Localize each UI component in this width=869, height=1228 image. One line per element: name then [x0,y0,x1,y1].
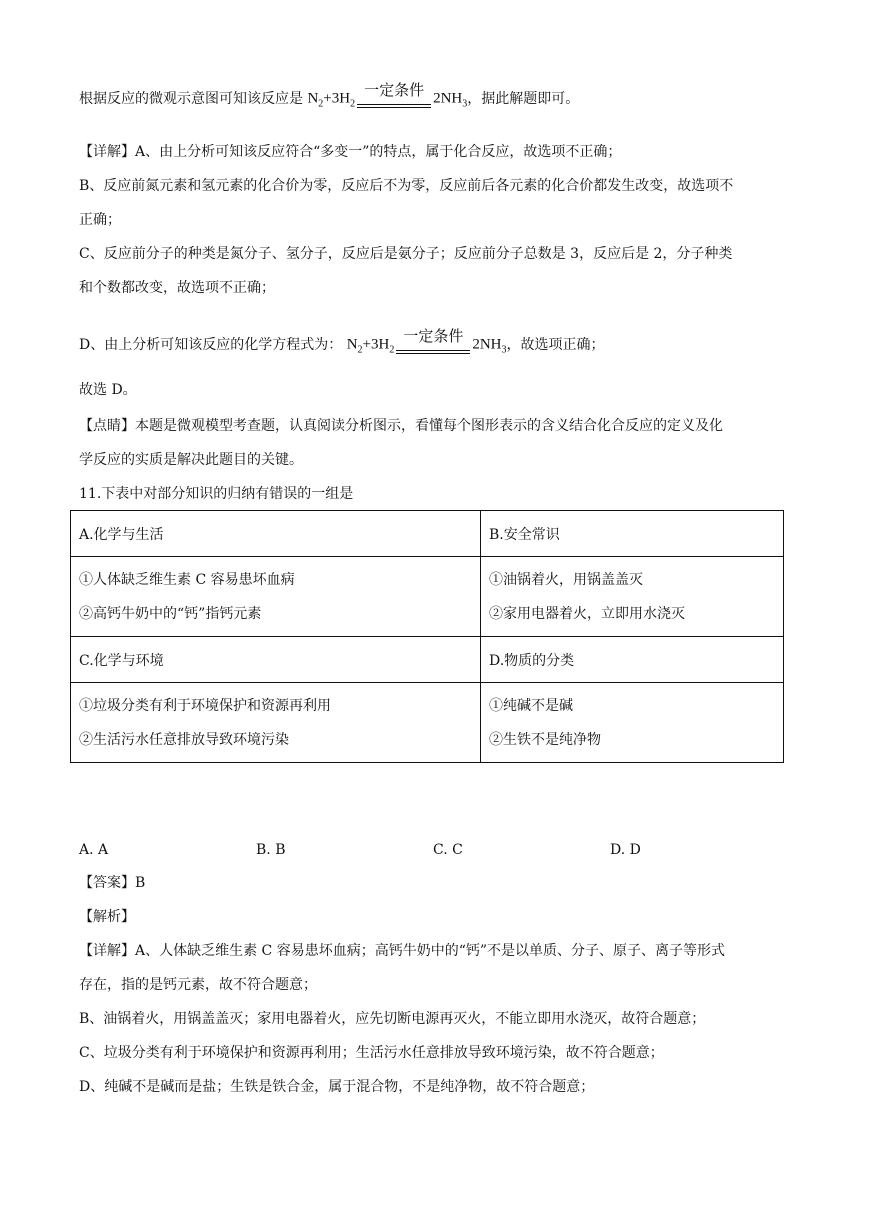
detail-c-line2: 和个数都改变，故选项不正确； [79,280,275,296]
answer-b: B、油锅着火，用锅盖盖灭；家用电器着火，应先切断电源再灭火，不能立即用水浇灭，故符合题意； [79,1011,706,1027]
answer-label: 【答案】B [79,875,146,891]
detail-b-line2: 正确； [79,212,121,228]
cell-a-body: ①人体缺乏维生素 C 容易患坏血病 ②高钙牛奶中的“钙”指钙元素 [71,557,481,637]
choose-line: 故选 D。 [79,382,137,398]
reaction-condition-2: 一定条件 [396,328,470,362]
option-d: D. D [610,842,641,858]
comment-line1: 【点睛】本题是微观模型考查题，认真阅读分析图示，看懂每个图形表示的含义结合化合反应的定义及化 [79,418,723,434]
cell-b-title: B.安全常识 [481,511,784,557]
intro-text: 根据反应的微观示意图可知该反应是 [79,91,308,107]
cell-c-body: ①垃圾分类有利于环境保护和资源再利用 ②生活污水任意排放导致环境污染 [71,683,481,763]
chemical-equation-2: $N_2+3H_2$ 一定条件 $2NH_3$ [347,328,507,362]
detail-d: D、由上分析可知该反应的化学方程式为： $N_2+3H_2$ 一定条件 $2NH_3$，故选项正确； [79,328,605,362]
knowledge-table [70,510,784,763]
answer-a-line2: 存在，指的是钙元素，故不符合题意； [79,977,317,993]
answer-d: D、纯碱不是碱而是盐；生铁是铁合金，属于混合物，不是纯净物，故不符合题意； [79,1079,595,1095]
question-stem: 11.下表中对部分知识的归纳有错误的一组是 [79,486,354,502]
option-b: B. B [256,842,286,858]
detail-c-line1: C、反应前分子的种类是氮分子、氢分子，反应后是氨分子；反应前分子总数是 3，反应后是 2，分子种类 [79,246,733,262]
cell-c-title: C.化学与环境 [71,637,481,683]
detail-a: 【详解】A、由上分析可知该反应符合“多变一”的特点，属于化合反应，故选项不正确； [79,144,622,160]
chemical-equation-1: $N_2+3H_2$ 一定条件 $2NH_3$ [307,82,467,116]
intro-line [79,82,579,116]
answer-a-line1: 【详解】A、人体缺乏维生素 C 容易患坏血病；高钙牛奶中的“钙”不是以单质、分子、原子、离子等形式 [79,943,726,959]
detail-b-line1: B、反应前氮元素和氢元素的化合价为零，反应后不为零，反应前后各元素的化合价都发生改变，故选项不 [79,178,734,194]
option-a: A. A [79,842,109,858]
cell-d-title: D.物质的分类 [481,637,784,683]
cell-a-title: A.化学与生活 [71,511,481,557]
answer-c: C、垃圾分类有利于环境保护和资源再利用；生活污水任意排放导致环境污染，故不符合题意； [79,1045,664,1061]
comment-line2: 学反应的实质是解决此题目的关键。 [79,452,303,468]
cell-b-body: ①油锅着火，用锅盖盖灭 ②家用电器着火，立即用水浇灭 [481,557,784,637]
reaction-condition: 一定条件 [357,82,431,116]
analysis-label: 【解析】 [79,909,135,925]
option-c: C. C [433,842,463,858]
intro-text-end: ，据此解题即可。 [467,91,580,107]
cell-d-body: ①纯碱不是碱 ②生铁不是纯净物 [481,683,784,763]
